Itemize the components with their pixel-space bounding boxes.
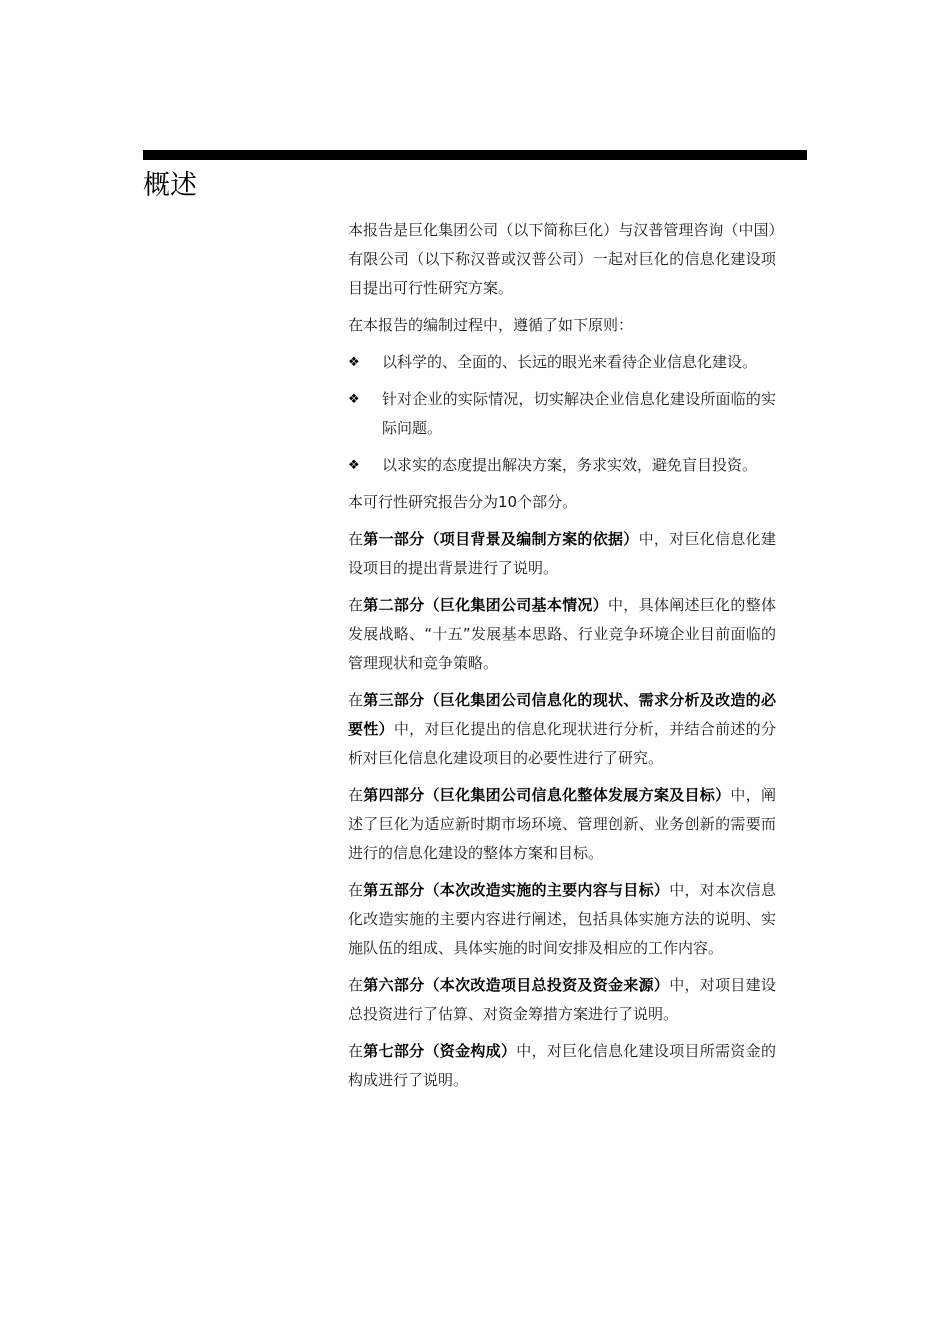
part-paragraph: [348, 1037, 776, 1095]
part-prefix: 在: [348, 1042, 364, 1060]
diamond-bullet-icon: ❖: [348, 355, 360, 370]
part-name: 第二部分（巨化集团公司基本情况）: [363, 596, 609, 614]
part-prefix: 在: [348, 691, 364, 709]
principle-item: [348, 348, 776, 377]
part-description: 中，对巨化提出的信息化现状进行分析，并结合前述的分析对巨化信息化建设项目的必要性进行了研究。: [348, 720, 776, 767]
part-prefix: 在: [348, 976, 364, 994]
report-structure-note: 本可行性研究报告分为10个部分。: [348, 493, 578, 511]
part-paragraph: [348, 591, 776, 678]
part-name: 第四部分（巨化集团公司信息化整体发展方案及目标）: [363, 786, 731, 804]
diamond-bullet-icon: ❖: [348, 458, 360, 473]
part-prefix: 在: [348, 786, 364, 804]
part-name: 第六部分（本次改造项目总投资及资金来源）: [363, 976, 670, 994]
part-paragraph: [348, 686, 776, 773]
intro-paragraph: 本报告是巨化集团公司（以下简称巨化）与汉普管理咨询（中国）有限公司（以下称汉普或汉普公司）一起对巨化的信息化建设项目提出可行性研究方案。: [348, 221, 776, 297]
part-description: 中，对巨化信息化建设项目所需资金的构成进行了说明。: [348, 1042, 776, 1089]
principle-item: [348, 451, 776, 480]
body-text: [348, 216, 776, 1103]
part-name: 第一部分（项目背景及编制方案的依据）: [363, 530, 639, 548]
part-paragraph: [348, 876, 776, 963]
principle-text: 针对企业的实际情况，切实解决企业信息化建设所面临的实际问题。: [382, 390, 776, 437]
part-name: 第五部分（本次改造实施的主要内容与目标）: [363, 881, 670, 899]
principles-list: [348, 348, 776, 480]
principle-text: 以求实的态度提出解决方案，务求实效，避免盲目投资。: [382, 456, 758, 474]
part-name: 第三部分（巨化集团公司信息化的现状、需求分析及改造的必要性）: [348, 691, 776, 738]
page-title: 概述: [143, 170, 197, 201]
part-paragraph: [348, 525, 776, 583]
part-description: 中，阐述了巨化为适应新时期市场环境、管理创新、业务创新的需要而进行的信息化建设的整体方案和目标。: [348, 786, 776, 862]
part-name: 第七部分（资金构成）: [363, 1042, 517, 1060]
principle-item: [348, 385, 776, 443]
principles-lead: 在本报告的编制过程中，遵循了如下原则：: [348, 316, 634, 334]
part-prefix: 在: [348, 881, 364, 899]
diamond-bullet-icon: ❖: [348, 392, 360, 407]
part-description: 中，对巨化信息化建设项目的提出背景进行了说明。: [348, 530, 776, 577]
part-paragraph: [348, 971, 776, 1029]
principle-text: 以科学的、全面的、长远的眼光来看待企业信息化建设。: [382, 353, 758, 371]
part-prefix: 在: [348, 596, 364, 614]
part-description: 中，对本次信息化改造实施的主要内容进行阐述，包括具体实施方法的说明、实施队伍的组成、具体实施的时间安排及相应的工作内容。: [348, 881, 776, 957]
part-description: 中，对项目建设总投资进行了估算、对资金筹措方案进行了说明。: [348, 976, 776, 1023]
part-description: 中，具体阐述巨化的整体发展战略、“十五”发展基本思路、行业竞争环境企业目前面临的管理现状和竞争策略。: [348, 596, 776, 672]
part-paragraph: [348, 781, 776, 868]
part-prefix: 在: [348, 530, 364, 548]
title-rule: [143, 150, 807, 160]
